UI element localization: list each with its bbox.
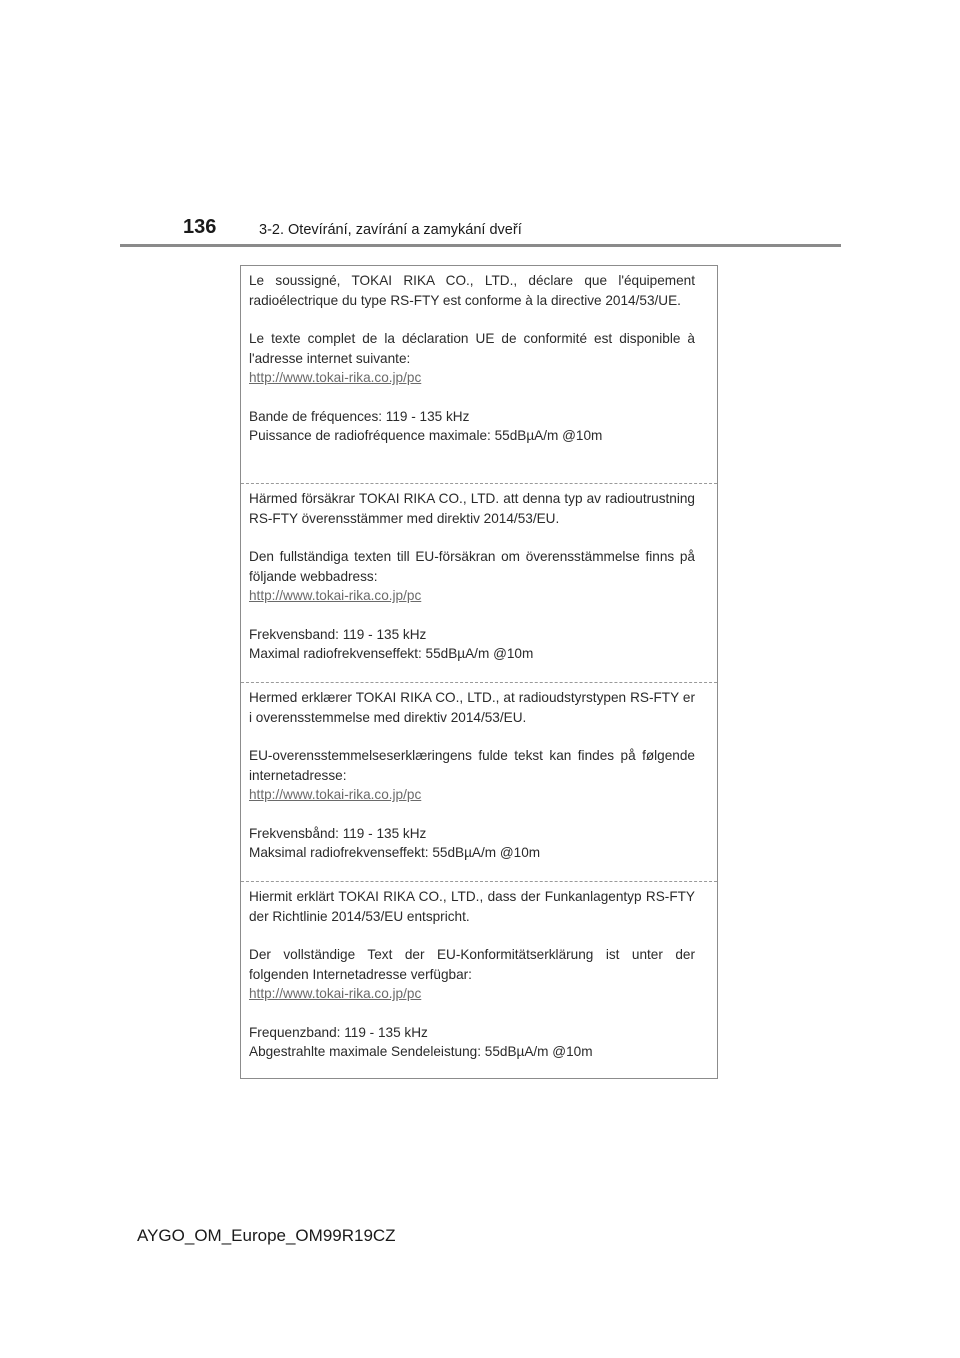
availability-text [249, 329, 695, 388]
declaration-text: Le soussigné, TOKAI RIKA CO., LTD., déclare que l'équipement radioélectrique du type RS-FTY est conforme à la directive 2014/53/UE. [249, 273, 695, 308]
frequency-info [249, 1023, 695, 1062]
availability-line: Den fullständiga texten till EU-försäkran om överensstämmelse finns på följande webbadress: [249, 549, 695, 584]
availability-text [249, 547, 695, 606]
frequency-info [249, 625, 695, 664]
section-title: 3-2. Otevírání, zavírání a zamykání dveří [259, 222, 522, 238]
max-power: Abgestrahlte maximale Sendeleistung: 55dBµA/m @10m [249, 1044, 593, 1059]
declarations-box [240, 265, 718, 1079]
declaration-text: Härmed försäkrar TOKAI RIKA CO., LTD. att denna typ av radioutrustning RS-FTY överensstämmer med direktiv 2014/53/EU. [249, 491, 695, 526]
availability-text [249, 945, 695, 1004]
availability-line: Der vollständige Text der EU-Konformitätserklärung ist unter der folgenden Internetadresse verfügbar: [249, 947, 695, 982]
declaration-text: Hiermit erklärt TOKAI RIKA CO., LTD., dass der Funkanlagentyp RS-FTY der Richtlinie 2014/53/EU entspricht. [249, 889, 695, 924]
frequency-band: Frekvensband: 119 - 135 kHz [249, 626, 427, 642]
availability-line: Le texte complet de la déclaration UE de conformité est disponible à l'adresse internet suivante: [249, 331, 695, 366]
page-header [0, 0, 960, 250]
declaration-link[interactable]: http://www.tokai-rika.co.jp/pc [249, 588, 422, 603]
max-power: Maximal radiofrekvenseffekt: 55dBµA/m @10m [249, 646, 534, 661]
max-power: Maksimal radiofrekvenseffekt: 55dBµA/m @10m [249, 845, 541, 860]
header-divider [120, 244, 841, 247]
declaration-text: Hermed erklærer TOKAI RIKA CO., LTD., at radioudstyrstypen RS-FTY er i overensstemmelse med direktiv 2014/53/EU. [249, 690, 695, 725]
frequency-info [249, 407, 695, 446]
declaration-section-swedish [241, 483, 717, 683]
max-power: Puissance de radiofréquence maximale: 55dBµA/m @10m [249, 428, 603, 443]
declaration-link[interactable]: http://www.tokai-rika.co.jp/pc [249, 986, 422, 1001]
frequency-band: Bande de fréquences: 119 - 135 kHz [249, 408, 470, 424]
availability-line: EU-overensstemmelseserklæringens fulde tekst kan findes på følgende internetadresse: [249, 748, 695, 783]
declaration-link[interactable]: http://www.tokai-rika.co.jp/pc [249, 370, 422, 385]
declaration-link[interactable]: http://www.tokai-rika.co.jp/pc [249, 787, 422, 802]
declaration-section-danish [241, 682, 717, 882]
declaration-section-french [241, 266, 717, 465]
page-number: 136 [183, 216, 217, 238]
document-code: AYGO_OM_Europe_OM99R19CZ [137, 1226, 396, 1245]
frequency-band: Frequenzband: 119 - 135 kHz [249, 1024, 428, 1040]
declaration-section-german [241, 881, 717, 1081]
frequency-band: Frekvensbånd: 119 - 135 kHz [249, 825, 427, 841]
frequency-info [249, 824, 695, 863]
availability-text [249, 746, 695, 805]
